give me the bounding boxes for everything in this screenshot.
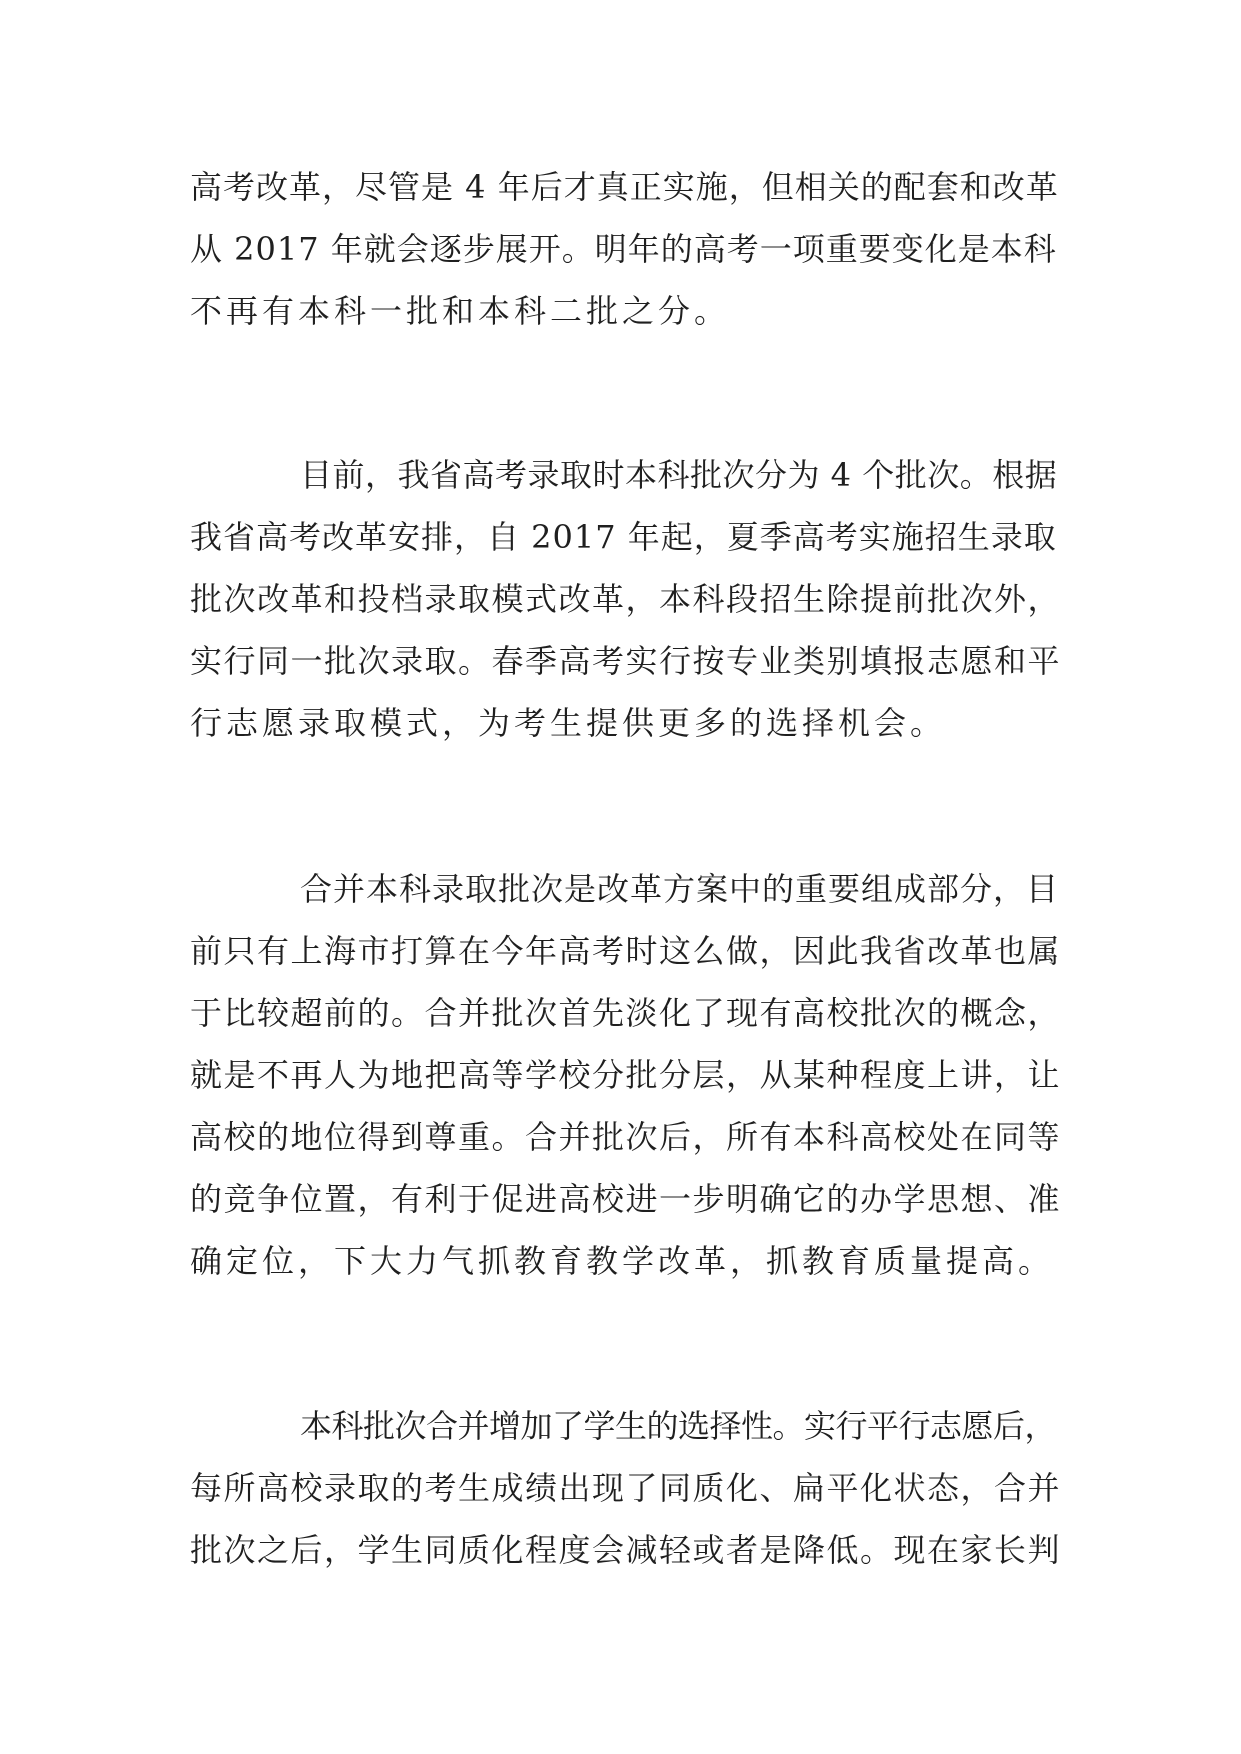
text-line: 批次改革和投档录取模式改革，本科段招生除提前批次外，	[190, 580, 1062, 618]
paragraph-4	[190, 1395, 1065, 1581]
text-line: 实行同一批次录取。春季高考实行按专业类别填报志愿和平	[190, 642, 1062, 680]
text-line: 的竞争位置，有利于促进高校进一步明确它的办学思想、准	[190, 1180, 1062, 1218]
text-line: 于比较超前的。合并批次首先淡化了现有高校批次的概念，	[190, 994, 1062, 1032]
paragraph-3	[190, 858, 1065, 1292]
text-line: 每所高校录取的考生成绩出现了同质化、扁平化状态，合并	[190, 1469, 1062, 1507]
text-line: 前只有上海市打算在今年高考时这么做，因此我省改革也属	[190, 932, 1062, 970]
paragraph-2	[190, 444, 1065, 754]
text-line: 从 2017 年就会逐步展开。明年的高考一项重要变化是本科	[190, 230, 1057, 268]
text-line: 不再有本科一批和本科二批之分。	[190, 292, 731, 330]
text-line: 高校的地位得到尊重。合并批次后，所有本科高校处在同等	[190, 1118, 1062, 1156]
paragraph-1	[190, 156, 1065, 342]
text-line: 合并本科录取批次是改革方案中的重要组成部分，目	[300, 870, 1060, 908]
text-line: 本科批次合并增加了学生的选择性。实行平行志愿后，	[300, 1407, 1057, 1445]
text-line: 确定位，下大力气抓教育教学改革，抓教育质量提高。	[190, 1242, 1055, 1280]
text-line: 批次之后，学生同质化程度会减轻或者是降低。现在家长判	[190, 1531, 1062, 1569]
text-line: 目前，我省高考录取时本科批次分为 4 个批次。根据	[300, 456, 1058, 494]
text-line: 高考改革，尽管是 4 年后才真正实施，但相关的配套和改革	[190, 168, 1059, 206]
text-line: 我省高考改革安排，自 2017 年起，夏季高考实施招生录取	[190, 518, 1057, 556]
text-line: 就是不再人为地把高等学校分批分层，从某种程度上讲，让	[190, 1056, 1062, 1094]
text-line: 行志愿录取模式，为考生提供更多的选择机会。	[190, 704, 947, 742]
